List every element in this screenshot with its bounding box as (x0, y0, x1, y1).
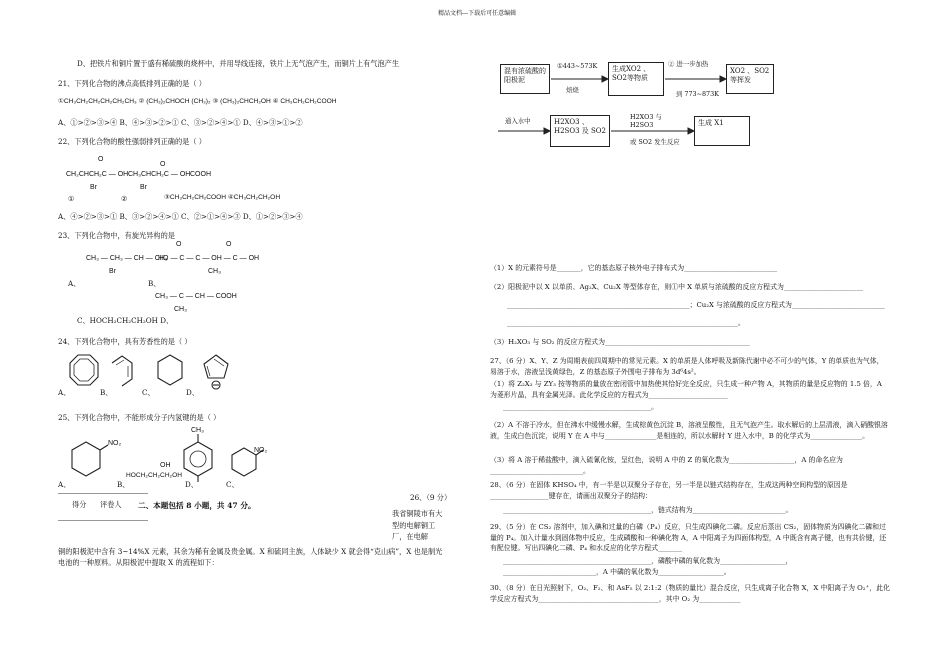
score-label: 得分 (72, 500, 87, 509)
q25-ch3: CH₃ (191, 427, 204, 434)
flow-arrow3-label: 通入水中 (505, 117, 531, 125)
q23-b: HO — C — C — OH — C — OH (158, 255, 260, 262)
flow-box-2: 生成XO2 、SO2等物质 (608, 62, 664, 96)
q25-label-d: D、 (185, 480, 198, 489)
q24-d-ring (204, 355, 228, 378)
q23-b-o2: O (226, 241, 232, 248)
q23-a-label: A、 (68, 279, 81, 288)
q21-compounds: ①CH₃CH₂CH₂CH₂CH₂CH₃ ② (CH₃)₂CHOCH (CH₃)₂ ③ (CH₃)₂CHCH₂OH ④ CH₃CH₂CH₂COOH (58, 98, 337, 105)
q24-label-c: C、 (142, 388, 155, 397)
q25-label-c: C、 (226, 480, 239, 489)
q25-chain: HOCH₂CH₂CH₂OH (126, 472, 183, 479)
q27-part1: （1）将 Z₂X₃ 与 ZY₃ 按等物质的量放在密闭管中加热使其恰好完全反应，只生成一种产物 A，其物质的量是反应物的 1.5 倍，A 为菱形片晶，具有金属光泽。此化学反应的方程式为_______________________ (490, 380, 882, 399)
q27-part2: （2）A 不溶于冷水，但在沸水中缓慢水解，生成棕黄色沉淀 B，溶液呈酸性，且无气泡产生。取水解后的上层清液，滴入硝酸银溶液，生成白色沉淀，说明 Y 在 A 中与_______________是相连的，所以水解时 Y 进入水中，B 的化学式为_______________。 (490, 421, 888, 440)
q25-no2b: NO₂ (254, 447, 268, 454)
page-header: 精品文档---下载后可任意编辑 (438, 10, 517, 17)
flow-arrow2-bottom: 到 773~873K (676, 90, 719, 98)
q23-b-o1: O (176, 241, 182, 248)
q26-part2c: ___________________________________________________________________。 (507, 319, 745, 327)
q26-part3: （3）H₂XO₃ 与 SO₂ 的反应方程式为__________________________________________ (490, 338, 750, 346)
q22-s1-o: O (98, 156, 104, 163)
q25-oh: OH (160, 462, 171, 469)
q22-num2: ② (121, 194, 128, 203)
q25-d-ring (184, 442, 212, 476)
flow-box-5: 生成 X1 (694, 116, 750, 146)
q25-stem: 25、下列化合物中，不能形成分子内氢键的是（ ） (58, 413, 221, 422)
q29-stem: 29、（5 分）在 CS₂ 溶剂中，加入碘和过量的白磷（P₄）反应，只生成四碘化二磷。反应后蒸出 CS₂，固体物质为四碘化二磷和过量的 P₄。加入计量水到固体物中反应，生成磷酸和一种碘化物 A，A 中阳离子为四面体构型，A 中既含有离子键，也有共价键，还有配位键。写出四碘化二磷、P₄ 和水反应的化学方程式_______ (490, 523, 887, 553)
q21-stem: 21、下列化合物的沸点高低排列正确的是（ ） (58, 79, 206, 88)
flow-arrow4-bottom: 或 SO2 发生反应 (630, 138, 680, 146)
q29-part2: ___________________________________________，磷酸中磷的氧化数为___________________， (503, 557, 793, 565)
flow-box-1: 混有浓硫酸的阳极泥 (500, 64, 550, 94)
q24-b-chain (112, 356, 132, 386)
q26-part2b: _____________________________________________________；Cu₂X 与浓硫酸的反应方程式为___________________________ (507, 301, 885, 309)
q28-stem: 28、（6 分）在固体 KHSO₄ 中，有一半是以双聚分子存在，另一半是以链式结构存在，生成这两种空间构型的原因是_________________键存在，请画出双聚分子的结构： (490, 481, 848, 500)
q22-s1: CH₂CHCH₂C — OH (66, 171, 129, 178)
q23-c: CH₃ — C — CH — COOH (155, 293, 237, 300)
q26-number: 26、（9 分） (410, 493, 452, 502)
q26-part2: （2）阳极泥中以 X 以单质、Ag₂X、Cu₂X 等型体存在，则①中 X 单质与浓硫酸的反应方程式为_______________________ (490, 283, 864, 291)
q27-part1b: ___________________________________________。 (503, 403, 659, 411)
q22-s2-br: Br (140, 184, 147, 191)
q25-a-ring (72, 442, 100, 476)
q28-part2: ___________________________________________，链式结构为___________________________。 (503, 506, 793, 514)
q24-label-d: D、 (186, 388, 199, 397)
q25-label-b: B、 (117, 480, 130, 489)
q27-part3: （3）将 A 溶于稀盐酸中，滴入硫氰化铵，呈红色，说明 A 中的 Z 的氧化数为___________________，A 的命名应为___________________________。 (490, 456, 843, 475)
q22-options: A、④>②>③>① B、③>②>④>① C、②>①>④>③ D、①>②>③>④ (58, 212, 303, 221)
q24-a-inner (74, 359, 94, 381)
q22-s2-o: O (160, 161, 166, 168)
flow-box-3: XO2 、SO2 等挥发 (726, 64, 774, 94)
q22-stem: 22、下列化合物的酸性强弱排列正确的是（ ） (58, 137, 206, 146)
q23-c-ch3: CH₃ (174, 306, 187, 313)
q22-s2: CH₃CHCH₂C — OH (128, 171, 191, 178)
q23-stem: 23、下列化合物中，有旋光异构的是 (58, 231, 175, 240)
q30-stem: 30、（8 分）在日光照射下，O₂、F₂、和 AsF₅ 以 2:1:2（物质的量比）混合反应，只生成离子化合物 X，X 中阳离子为 O₂⁺，此化学反应方程式为___________________________________，其中 O₂ 为____________ (490, 584, 890, 603)
q26-description: 铜的阳极泥中含有 3~14%X 元素，其余为稀有金属及贵金属。X 和硫同主族，人体缺少 X 就会得“克山病”，X 也是制光电池的一种原料。从阳极泥中提取 X 的流程如下： (58, 547, 443, 568)
flow-box-4: H2XO3 、H2SO3 及 SO2 (550, 115, 610, 147)
q25-c-ring (232, 448, 256, 476)
q26-part1: （1）X 的元素符号是_______，它的基态原子核外电子排布式为___________________________ (490, 264, 778, 272)
grader-label: 评卷人 (100, 500, 122, 509)
q27-stem: 27、（6 分）X、Y、Z 为周期表前四周期中的常见元素。X 的单质是人体呼吸及新陈代谢中必不可少的气体，Y 的单质也为气体，易溶于水，溶液呈浅黄绿色，Z 的基态原子外围电子排布为 3d⁶4s²。 (490, 357, 884, 376)
q29-part3: ___________________________，A 中磷的氧化数为___________________。 (503, 568, 731, 576)
flow-arrow1-bottom: 焙烧 (566, 86, 579, 94)
option-d-text: D、把铁片和铜片置于盛有稀硫酸的烧杯中，并用导线连接，铁片上无气泡产生，而铜片上有气泡产生 (77, 59, 400, 68)
q26-intro: 我省铜陵市有大型的电解铜工厂，在电解 (392, 509, 443, 542)
q25-no2: NO₂ (108, 440, 122, 447)
q22-s3: COOH (190, 171, 211, 178)
flow-arrow2-top: ② 进一步加热 (668, 60, 709, 68)
q22-num1: ① (68, 194, 75, 203)
flow-arrow4-top: H2XO3 与 H2SO3 (630, 113, 662, 129)
q24-label-b: B、 (100, 388, 113, 397)
q22-s3b: ③CH₃CH₂CH₂COOH ④CH₃CH₂CH₂OH (164, 194, 281, 201)
q22-s1-br: Br (90, 184, 97, 191)
section-heading: 二、本题包括 8 小题，共 47 分。 (138, 501, 256, 510)
q23-b-label: B、 (148, 279, 161, 288)
q23-a: CH₃ — CH₃ — CH — CH₃ (86, 255, 168, 262)
q21-options: A、①>②>③>④ B、④>③>②>① C、③>②>④>① D、④>③>①>② (58, 118, 303, 127)
flow-arrow1-top: ①443~573K (557, 62, 598, 70)
q23-option-c: C、HOCH₂CH₂CH₂OH D、 (77, 316, 174, 325)
q23-a-br: Br (109, 268, 116, 275)
q25-label-a: A、 (58, 480, 71, 489)
q24-label-a: A、 (58, 388, 71, 397)
q24-stem: 24、下列化合物中，具有芳香性的是（ ） (58, 337, 192, 346)
q23-b-ch3: CH₃ (208, 268, 221, 275)
q24-c-ring (158, 355, 182, 385)
